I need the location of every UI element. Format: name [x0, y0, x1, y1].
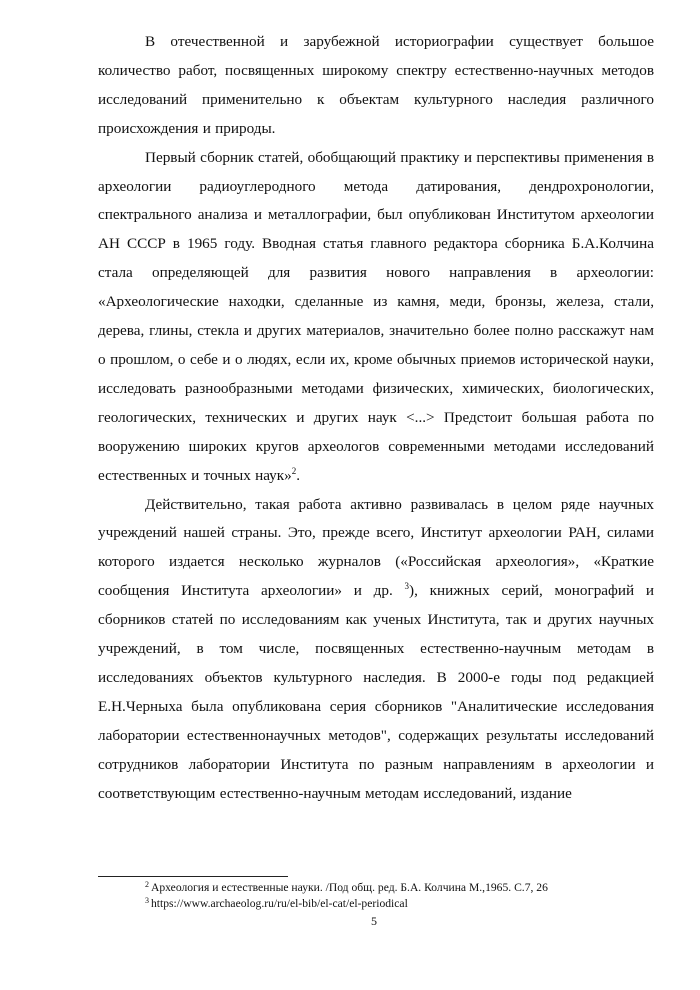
footnote-separator [98, 876, 288, 877]
paragraph-text: В отечественной и зарубежной историографии существует большое количество работ, посвященных широкому спектру естественно-научных методов исследований применительно к объектам культурного наследия различного происхождения и природы. [98, 33, 654, 137]
paragraph-text-end: . [296, 466, 301, 484]
footnote-text: Археология и естественные науки. /Под общ. ред. Б.А. Колчина М.,1965. С.7, 26 [151, 881, 548, 894]
paragraph-institutions [98, 491, 654, 809]
paragraph-first-collection [98, 144, 654, 491]
footnote-mark: 3 [145, 895, 149, 905]
footnote-item [145, 880, 665, 896]
main-text [98, 28, 654, 808]
footnote-reference[interactable]: 3 [404, 581, 410, 592]
footnote-item [145, 896, 665, 912]
footnote-mark: 2 [145, 880, 149, 889]
footnote-reference[interactable]: 2 [291, 465, 297, 476]
paragraph-text-continued: ), книжных серий, монографий и сборников статей по исследованиям как ученых Института, так и других научных учреждений, в том числе, посвященных естественно-научным методам в исследованиях объектов культурного наследия. В 2000-е годы под редакцией Е.Н.Черныха была опубликована серия сборников "Аналитические исследования лаборатории естественнонаучных методов", содержащих результаты исследований сотрудников лаборатории Института по разным направлениям в археологии и соответствующим естественно-научным методам исследований, издание [98, 582, 655, 802]
page-number: 5 [371, 914, 377, 928]
footnotes [145, 880, 665, 911]
footnote-link[interactable]: https://www.archaeolog.ru/ru/el-bib/el-cat/el-periodical [151, 896, 408, 910]
paragraph-text: Первый сборник статей, обобщающий практику и перспективы применения в археологии радиоуглеродного метода датирования, дендрохронологии, спектрального анализа и металлографии, был опубликован Институтом археологии АН СССР в 1965 году. Вводная статья главного редактора сборника Б.А.Колчина стала определяющей для развития нового направления в археологии: «Археологические находки, сделанные из камня, меди, бронзы, железа, стали, дерева, глины, стекла и других материалов, значительно более полно расскажут нам о прошлом, о себе и о людях, если их, кроме обычных приемов исторической науки, исследовать разнообразными методами физических, химических, биологических, геологических, технических и других наук <...> Предстоит большая работа по вооружению широких кругов археологов современными методами исследований естественных и точных наук» [98, 148, 654, 484]
paragraph-text: Действительно, такая работа активно развивалась в целом ряде научных учреждений нашей страны. Это, прежде всего, Институт археологии РАН, силами которого издается несколько журналов («Российская археология», «Краткие сообщения Института археологии» и др. [98, 495, 654, 600]
paragraph-historiography [98, 28, 654, 144]
